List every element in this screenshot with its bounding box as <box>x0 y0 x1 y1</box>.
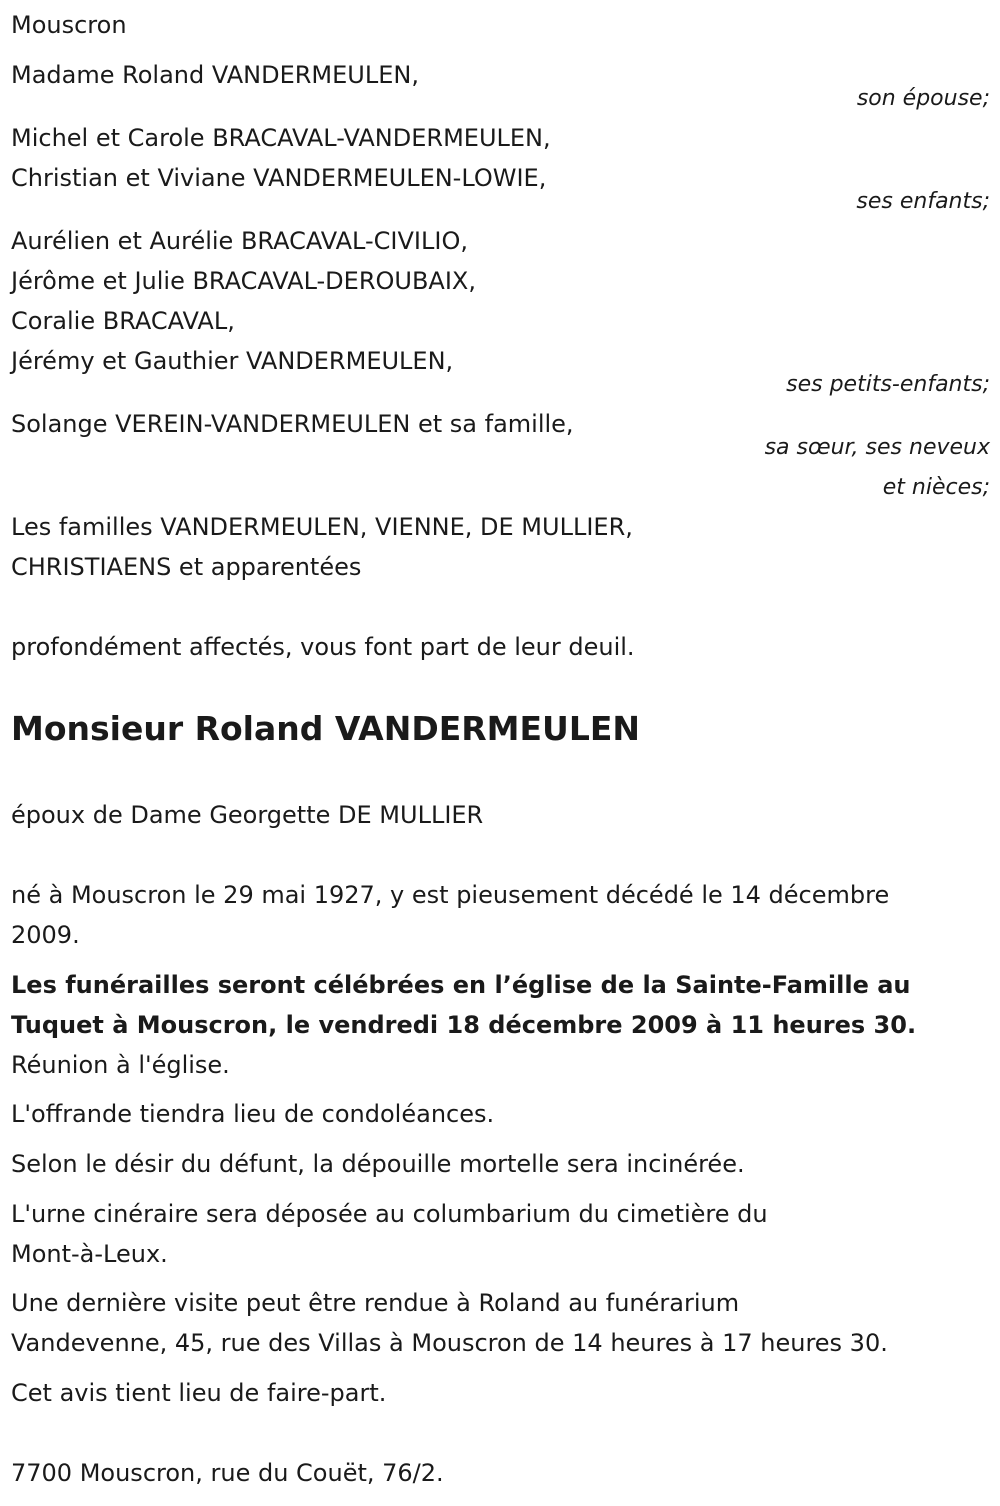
family-line: Aurélien et Aurélie BRACAVAL-CIVILIO, <box>11 227 468 255</box>
funeral-line: Tuquet à Mouscron, le vendredi 18 décembre 2009 à 11 heures 30. <box>11 1011 917 1039</box>
incineration-line: Selon le désir du défunt, la dépouille mortelle sera incinérée. <box>11 1150 745 1178</box>
family-role: sa sœur, ses neveux <box>764 435 990 460</box>
visite-line: Une dernière visite peut être rendue à Roland au funérarium <box>11 1289 740 1317</box>
family-line: Jérémy et Gauthier VANDERMEULEN, <box>11 347 454 375</box>
visite-line: Vandevenne, 45, rue des Villas à Mouscron de 14 heures à 17 heures 30. <box>11 1329 888 1357</box>
family-line: Christian et Viviane VANDERMEULEN-LOWIE, <box>11 164 547 192</box>
family-role: ses enfants; <box>856 189 990 214</box>
reunion-line: Réunion à l'église. <box>11 1051 230 1079</box>
family-role: son épouse; <box>856 86 990 111</box>
family-line: Michel et Carole BRACAVAL-VANDERMEULEN, <box>11 124 551 152</box>
family-line: Coralie BRACAVAL, <box>11 307 235 335</box>
location-heading: Mouscron <box>11 11 127 39</box>
deceased-name: Monsieur Roland VANDERMEULEN <box>11 709 641 748</box>
address-line: 7700 Mouscron, rue du Couët, 76/2. <box>11 1459 444 1487</box>
family-line: Jérôme et Julie BRACAVAL-DEROUBAIX, <box>11 267 476 295</box>
spouse-line: époux de Dame Georgette DE MULLIER <box>11 801 484 829</box>
family-role: et nièces; <box>882 475 990 500</box>
faire-part-line: Cet avis tient lieu de faire-part. <box>11 1379 387 1407</box>
family-line: Les familles VANDERMEULEN, VIENNE, DE MULLIER, <box>11 513 633 541</box>
announcement-text: profondément affectés, vous font part de leur deuil. <box>11 633 635 661</box>
funeral-line: Les funérailles seront célébrées en l’église de la Sainte-Famille au <box>11 971 911 999</box>
birth-death-line: 2009. <box>11 921 80 949</box>
birth-death-line: né à Mouscron le 29 mai 1927, y est pieusement décédé le 14 décembre <box>11 881 890 909</box>
family-role: ses petits-enfants; <box>786 372 990 397</box>
urne-line: Mont-à-Leux. <box>11 1240 168 1268</box>
family-line: Madame Roland VANDERMEULEN, <box>11 61 419 89</box>
family-line: Solange VEREIN-VANDERMEULEN et sa famille, <box>11 410 574 438</box>
family-line: CHRISTIAENS et apparentées <box>11 553 362 581</box>
urne-line: L'urne cinéraire sera déposée au columbarium du cimetière du <box>11 1200 768 1228</box>
offrande-line: L'offrande tiendra lieu de condoléances. <box>11 1100 495 1128</box>
